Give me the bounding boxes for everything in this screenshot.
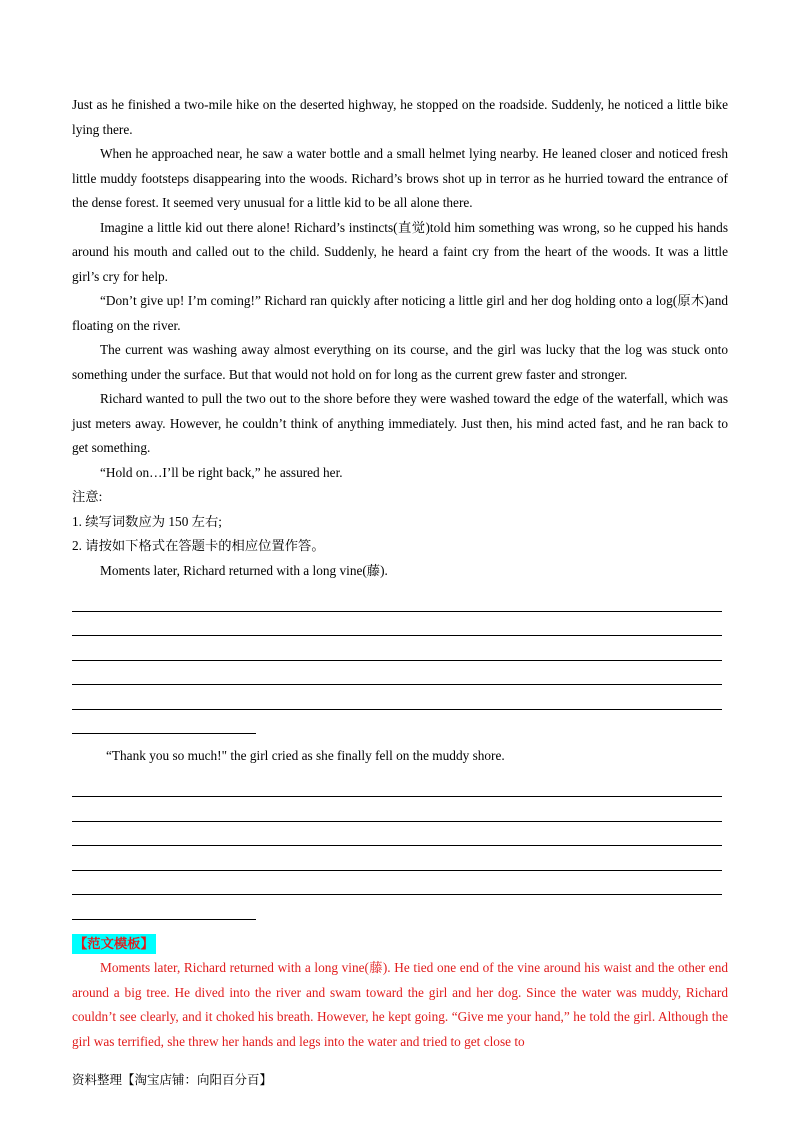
story-paragraph-4: “Don’t give up! I’m coming!” Richard ran quickly after noticing a little girl and her dog holding onto a log(原木)and floating on the river.: [72, 293, 728, 333]
story-paragraph-3: Imagine a little kid out there alone! Richard’s instincts(直觉)told him something was wrong, so he cupped his hands around his mouth and called out to the child. Suddenly, he heard a faint cry from the heart of the woods. It was a little girl’s cry for help.: [72, 219, 728, 284]
story-paragraph-5: The current was washing away almost everything on its course, and the girl was lucky that the log was stuck onto something under the surface. But that would not hold on for long as the current grew faster and stronger.: [72, 342, 728, 382]
story-paragraph-7: “Hold on…I’ll be right back,” he assured her.: [100, 464, 343, 480]
story-paragraph-6: Richard wanted to pull the two out to the shore before they were washed toward the edge of the waterfall, which was just meters away. However, he couldn’t think of anything immediately. Just then, his mind acted fast, and he ran back to get something.: [72, 391, 728, 455]
notes-item-2: 2. 请按如下格式在答题卡的相应位置作答。: [72, 538, 325, 553]
answer-line[interactable]: [72, 797, 722, 822]
answer-line[interactable]: [72, 822, 722, 847]
continuation-prompt-2: “Thank you so much!" the girl cried as she finally fell on the muddy shore.: [106, 748, 505, 763]
document-content: [72, 93, 728, 1054]
story-paragraph-1: Just as he finished a two-mile hike on the deserted highway, he stopped on the roadside. Suddenly, he noticed a little bike lying there.: [72, 97, 728, 137]
answer-line[interactable]: [72, 636, 722, 661]
answer-lines-2: [72, 773, 722, 920]
story-paragraph-2: When he approached near, he saw a water bottle and a small helmet lying nearby. He leaned closer and noticed fresh little muddy footsteps disappearing into the woods. Richard’s brows shot up in terror as he hurried toward the entrance of the dense forest. It seemed very unusual for a little kid to be all alone there.: [72, 146, 728, 210]
continuation-prompt-1: Moments later, Richard returned with a long vine(藤).: [100, 562, 388, 578]
sample-tag: 【范文模板】: [72, 934, 156, 954]
answer-line[interactable]: [72, 871, 722, 896]
answer-line-short[interactable]: [72, 895, 256, 920]
answer-line[interactable]: [72, 612, 722, 637]
answer-line[interactable]: [72, 773, 722, 798]
answer-line-short[interactable]: [72, 710, 256, 735]
answer-line[interactable]: [72, 685, 722, 710]
notes-title: 注意:: [72, 489, 103, 504]
answer-lines-1: [72, 587, 722, 734]
footer-note: 资料整理【淘宝店铺：向阳百分百】: [72, 1072, 273, 1087]
sample-paragraph: Moments later, Richard returned with a long vine(藤). He tied one end of the vine around his waist and the other end around a big tree. He dived into the river and swam toward the girl and her dog. Since the water was muddy, Richard couldn’t see clearly, and it choked his breath. However, he kept going. “Give me your hand,” he told the girl. Although the girl was terrified, she threw her hands and legs into the water and tried to get close to: [72, 960, 728, 1049]
notes-item-1: 1. 续写词数应为 150 左右;: [72, 513, 222, 529]
answer-line[interactable]: [72, 846, 722, 871]
answer-line[interactable]: [72, 661, 722, 686]
answer-line[interactable]: [72, 587, 722, 612]
